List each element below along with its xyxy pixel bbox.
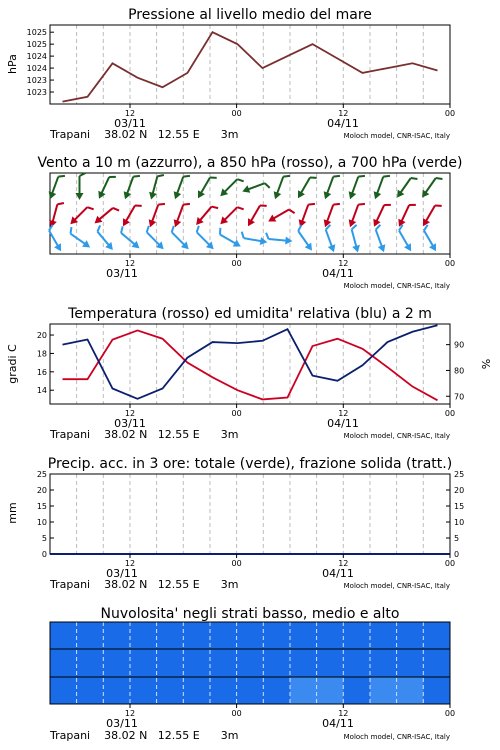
cloud-cell-alto [103,622,130,649]
cloud-cell-basso [210,677,237,704]
barb-700hpa [171,172,190,201]
x-tick-label: 12 [338,709,349,718]
cloud-model-credit: Moloch model, CNR-ISAC, Italy [343,733,450,741]
x-tick-label: 00 [444,259,456,268]
barb-feather [266,233,270,239]
cloud-cell-basso [130,677,157,704]
barb-head [233,240,243,250]
precipitation-date-label-1: 03/11 [106,567,138,580]
x-tick-label: 00 [444,409,456,418]
humidity-ylabel-right: % [480,358,493,370]
barb-10m [44,225,66,253]
barb-10m [92,225,117,252]
barb-700hpa [217,174,243,200]
barb-head [429,243,439,253]
barb-feather [237,205,243,211]
x-tick-label: 00 [444,109,456,118]
barb-feather [183,202,190,207]
barb-head [404,243,414,253]
barb-feather [87,205,93,211]
y-tick-label: 1024 [26,64,47,74]
cloud-cell-alto [130,622,157,649]
y-tick-label-left: 18 [36,349,47,359]
barb-700hpa [195,173,217,201]
x-tick-label: 00 [444,709,456,718]
cloud-cell-alto [77,622,104,649]
barb-feather [383,174,390,179]
y-tick-label-left: 16 [36,367,47,377]
barb-10m [66,227,94,251]
barb-10m [371,225,390,254]
cloud-cell-medio [317,649,344,677]
y-tick-label-right: 20 [454,486,465,495]
wind-date-label-1: 03/11 [106,267,138,280]
barb-feather [241,232,245,238]
barb-head [46,191,56,200]
cloud-cell-medio [290,649,317,677]
cloud-cell-basso [370,677,397,704]
barb-700hpa [321,172,340,201]
cloud-cell-basso [77,677,104,704]
barb-10m [240,232,268,247]
pressure-plot-frame [50,25,450,104]
cloud-cell-alto [157,622,184,649]
barb-head [420,218,430,228]
y-tick-label-right: 10 [454,518,465,527]
cloud-cell-alto [263,622,290,649]
pressure-location: Trapani 38.02 N 12.55 E 3m [50,128,239,141]
x-tick-label: 12 [124,109,136,118]
barb-700hpa [419,173,443,201]
barb-feather [333,202,340,207]
barb-head [120,218,130,228]
y-tick-label-right: 80 [454,366,465,376]
barb-700hpa [46,172,65,201]
cloud-cell-basso [183,677,210,704]
x-tick-label: 12 [338,409,349,418]
temperature-location: Trapani 38.02 N 12.55 E 3m [50,428,239,441]
barb-head [260,237,268,246]
barb-feather [58,174,65,179]
y-tick-label-left: 25 [36,470,47,479]
cloud-cell-medio [210,649,237,677]
barb-700hpa [121,172,140,201]
pressure-series-line [63,32,438,101]
barb-head [378,244,388,253]
barb-850hpa [321,200,340,229]
x-tick-label: 00 [231,409,242,418]
barb-head [195,190,205,200]
y-tick-label-left: 5 [41,534,47,543]
cloud-cell-basso [103,677,130,704]
barb-10m [347,225,364,254]
cloud-cell-basso [263,677,290,704]
barb-feather [135,203,142,209]
barb-head [321,219,331,228]
cloud-location: Trapani 38.02 N 12.55 E 3m [50,729,239,742]
barb-10m [321,225,340,254]
barb-850hpa [395,201,415,230]
pressure-title: Pressione al livello medio del mare [128,7,372,23]
cloud-cell-alto [50,622,77,649]
barb-700hpa [147,172,164,201]
wind-panel [37,155,462,290]
temperature-panel [6,306,493,441]
cloud-cell-medio [423,649,450,677]
barb-feather [237,177,243,183]
cloud-cell-medio [263,649,290,677]
barb-head [171,191,181,200]
x-tick-label: 00 [231,559,242,568]
cloud-cell-alto [370,622,397,649]
cloud-cell-basso [290,677,317,704]
temperature-date-label-2: 04/11 [327,417,359,430]
barb-feather [212,204,219,210]
wind-model-credit: Moloch model, CNR-ISAC, Italy [343,282,450,290]
cloud-cell-alto [183,622,210,649]
precipitation-date-label-2: 04/11 [322,567,354,580]
cloud-cell-alto [423,622,450,649]
cloud-date-label-1: 03/11 [106,717,138,730]
barb-head [346,191,356,200]
barb-head [271,191,281,200]
temperature-date-label-1: 03/11 [114,417,146,430]
cloud-cell-basso [157,677,184,704]
barb-feather [398,225,405,231]
pressure-panel [6,7,455,141]
barb-10m [265,233,293,245]
barb-10m [192,226,218,252]
x-tick-label: 12 [124,559,136,568]
barb-10m [394,225,416,253]
pressure-ylabel: hPa [6,54,19,74]
cloud-date-label-2: 04/11 [322,717,354,730]
cloud-cell-medio [397,649,424,677]
precipitation-model-credit: Moloch model, CNR-ISAC, Italy [343,582,450,590]
temperature-plot-frame [50,324,450,404]
barb-head [371,191,381,200]
barb-feather [265,182,270,189]
y-tick-label-left: 0 [41,550,47,559]
y-tick-label-right: 5 [454,534,460,543]
barb-700hpa [271,172,290,201]
barb-head [95,191,105,201]
cloud-cell-basso [317,677,344,704]
cloud-cell-medio [77,649,104,677]
pressure-model-credit: Moloch model, CNR-ISAC, Italy [343,132,450,140]
cloud-cell-basso [50,677,77,704]
barb-850hpa [171,200,190,229]
cloud-cell-medio [370,649,397,677]
barb-feather [358,202,365,207]
barb-feather [310,175,317,181]
barb-feather [113,206,119,213]
barb-10m [215,228,243,250]
cloud-cell-medio [157,649,184,677]
y-tick-label-left: 20 [36,331,47,341]
barb-feather [296,225,303,231]
cloud-cell-medio [130,649,157,677]
cloud-cell-alto [317,622,344,649]
barb-head [54,243,64,253]
cloud-cell-basso [343,677,370,704]
cloud-panel [49,606,455,742]
barb-700hpa [394,173,418,201]
cloud-title: Nuvolosita' negli strati basso, medio e alto [100,606,400,622]
barb-feather [411,176,418,182]
cloud-cell-alto [397,622,424,649]
barb-700hpa [241,178,270,197]
barb-head [352,245,362,254]
barb-feather [96,225,103,231]
barb-10m [142,226,168,252]
barb-feather [109,174,116,179]
barb-feather [308,202,315,207]
y-tick-label-right: 70 [454,392,465,402]
precipitation-panel [6,456,464,591]
cloud-cell-alto [237,622,264,649]
x-tick-label: 12 [338,559,349,568]
barb-850hpa [193,202,218,229]
barb-feather [57,201,64,205]
y-tick-label: 1023 [26,88,47,98]
x-tick-label: 12 [124,259,136,268]
temperature-series-line [63,330,438,400]
precipitation-ylabel: mm [6,502,19,524]
y-tick-label: 1024 [26,52,47,62]
barb-850hpa [146,200,165,229]
barb-850hpa [217,202,243,228]
cloud-cell-medio [343,649,370,677]
wind-plot-frame [50,173,450,254]
barb-700hpa [295,173,317,201]
barb-feather [195,226,201,232]
barb-feather [358,174,365,179]
cloud-cell-medio [183,649,210,677]
barb-feather [133,174,140,179]
cloud-cell-medio [103,649,130,677]
barb-850hpa [296,200,315,229]
barb-feather [158,202,165,207]
temperature-model-credit: Moloch model, CNR-ISAC, Italy [343,432,450,440]
y-tick-label-right: 0 [454,550,460,559]
barb-10m [293,225,317,253]
barb-feather [217,228,223,235]
barb-head [295,190,305,200]
x-tick-label: 00 [231,259,242,268]
barb-head [328,244,338,253]
cloud-cell-alto [343,622,370,649]
y-tick-label-left: 14 [36,386,47,396]
barb-feather [409,202,416,207]
cloud-cell-basso [237,677,264,704]
barb-head [245,218,255,228]
x-tick-label: 00 [231,109,242,118]
wind-title: Vento a 10 m (azzurro), a 850 hPa (rosso), a 700 hPa (verde) [37,155,463,171]
precipitation-plot-frame [50,474,450,554]
barb-head [147,192,157,201]
barb-850hpa [92,203,119,228]
barb-feather [283,174,290,179]
barb-700hpa [371,172,390,201]
barb-feather [436,176,443,182]
wind-date-label-2: 04/11 [322,267,354,280]
barb-feather [435,203,442,209]
barb-10m [419,225,441,253]
barb-700hpa [95,173,115,202]
barb-feather [183,174,190,179]
barb-850hpa [67,202,93,228]
y-tick-label-right: 25 [454,470,465,479]
y-tick-label-left: 15 [36,502,47,511]
y-tick-label: 1025 [26,40,47,50]
precipitation-title: Precip. acc. in 3 ore: totale (verde), frazione solida (tratt.) [47,456,453,472]
barb-head [241,185,250,195]
barb-feather [157,173,164,177]
barb-feather [333,174,340,179]
x-tick-label: 00 [231,709,242,718]
y-tick-label-right: 90 [454,340,465,350]
cloud-cell-alto [210,622,237,649]
barb-850hpa [370,201,390,230]
x-tick-label: 12 [338,109,349,118]
pressure-date-label-2: 04/11 [327,117,359,130]
cloud-cell-alto [290,622,317,649]
temperature-ylabel-left: gradi C [6,344,19,384]
cloud-cell-basso [397,677,424,704]
x-tick-label: 12 [124,709,136,718]
cloud-cell-medio [237,649,264,677]
y-tick-label-left: 10 [36,518,47,527]
pressure-date-label-1: 03/11 [114,117,146,130]
barb-feather [210,175,217,181]
barb-feather [384,202,391,207]
cloud-cell-basso [423,677,450,704]
cloud-cell-medio [50,649,77,677]
x-tick-label: 12 [124,409,136,418]
y-tick-label: 1025 [26,28,47,38]
x-tick-label: 00 [444,559,456,568]
y-tick-label: 1023 [26,76,47,86]
barb-700hpa [346,172,365,201]
barb-head [321,191,331,200]
x-tick-label: 12 [338,259,349,268]
barb-feather [119,226,125,233]
precipitation-location: Trapani 38.02 N 12.55 E 3m [50,578,239,591]
y-tick-label-left: 20 [36,486,47,495]
barb-head [285,237,293,246]
barb-10m [167,226,193,252]
barb-head [266,215,276,225]
barb-850hpa [120,201,142,229]
temperature-title: Temperatura (rosso) ed umidita' relativa (blu) a 2 m [68,306,432,322]
y-tick-label-right: 15 [454,502,465,511]
barb-feather [68,227,74,234]
